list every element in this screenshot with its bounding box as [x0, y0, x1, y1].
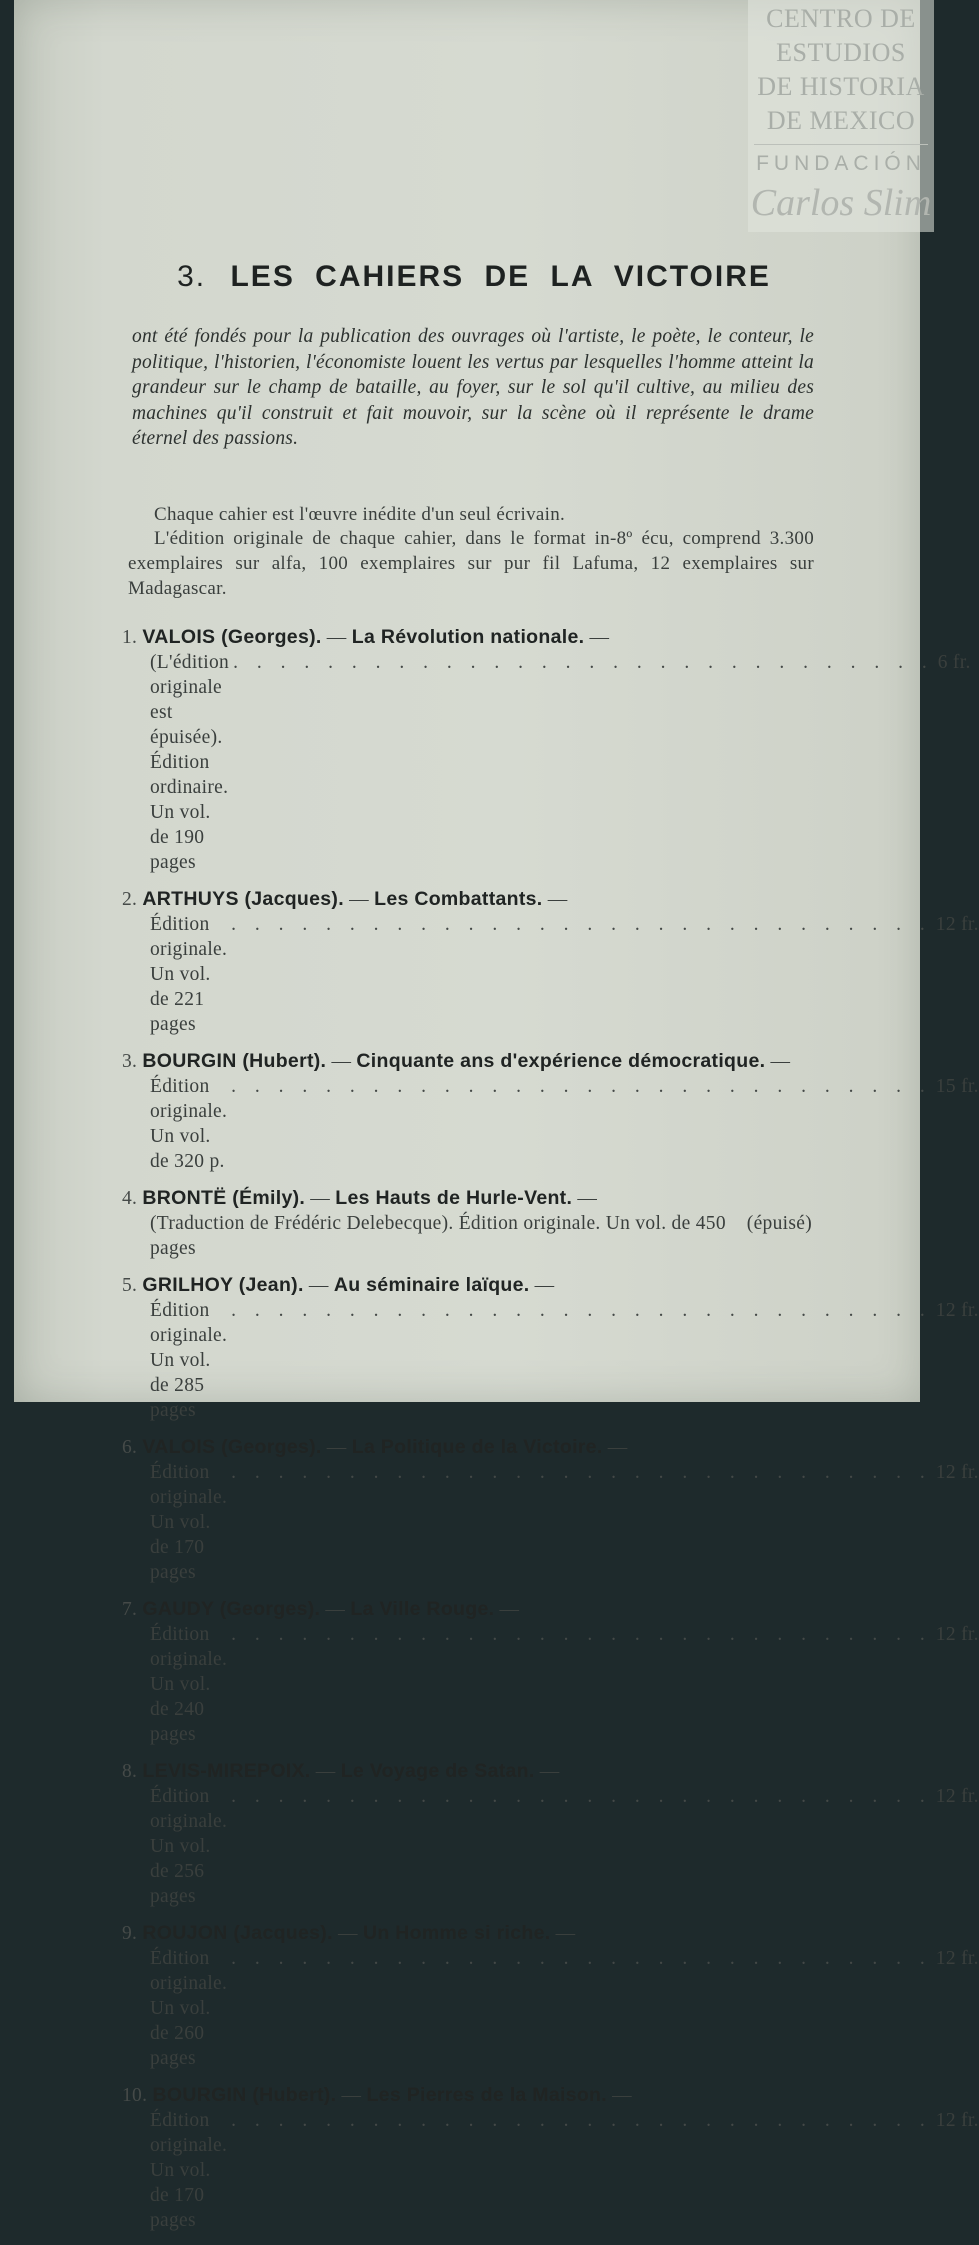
entry-pricing [150, 1298, 979, 1423]
watermark-line: CENTRO DE [766, 4, 916, 33]
entry-details: (L'édition originale est épuisée). Édition ordinaire. Un vol. de 190 pages [150, 652, 230, 873]
entry-details: Édition originale. Un vol. de 256 pages [150, 1786, 228, 1907]
leader-dots: . . . . . . . . . . . . . . . . . . . . . . . . . . . . . . [233, 652, 934, 673]
entry-author: ARTHUYS (Jacques). [142, 888, 344, 910]
entry-details: Édition originale. Un vol. de 221 pages [150, 914, 228, 1035]
entry-author: BOURGIN (Hubert). [142, 1050, 327, 1072]
entry-details: (Traduction de Frédéric Delebecque). Édition originale. Un vol. de 450 pages [150, 1213, 726, 1259]
entry-pricing [150, 912, 979, 1037]
watermark-signature: Carlos Slim [750, 182, 932, 224]
catalog-entry: 9. ROUJON (Jacques). — Un Homme si riche. — Édition originale. Un vol. de 260 pages . . . . . . . . . . . . . . . . . . . . . . . . . . . . . . 12 fr. [122, 1922, 979, 2069]
entry-details: Édition originale. Un vol. de 170 pages [150, 1462, 228, 1583]
entry-details: Édition originale. Un vol. de 240 pages [150, 1624, 228, 1745]
entry-pricing [150, 1211, 812, 1261]
page-title [144, 260, 804, 294]
watermark-line: ESTUDIOS [776, 38, 906, 67]
entry-author: VALOIS (Georges). [142, 626, 322, 648]
entry-title: Le Voyage de Satan. [340, 1760, 535, 1782]
entry-pricing [150, 1460, 979, 1585]
leader-dots: . . . . . . . . . . . . . . . . . . . . . . . . . . . . . . [231, 2110, 932, 2131]
entry-details: Édition originale. Un vol. de 170 pages [150, 2110, 228, 2231]
entry-number: 7. [122, 1599, 138, 1620]
entry-title: Un Homme si riche. [362, 1922, 551, 1944]
entry-author: LEVIS-MIREPOIX. [142, 1760, 311, 1782]
book-catalog [122, 625, 979, 2245]
intro-paragraph: ont été fondés pour la publication des ouvrages où l'artiste, le poète, le conteur, le politique, l'historien, l'économiste louent les vertus par lesquelles l'homme atteint la grandeur sur le champ de bataille, au foyer, sur le sol qu'il cultive, au milieu des machines qu'il construit et fait mouvoir, sur la scène où il représente le drame éternel des passions. [132, 326, 814, 449]
entry-number: 4. [122, 1188, 138, 1209]
entry-author: GRILHOY (Jean). [142, 1274, 304, 1296]
entry-number: 9. [122, 1923, 138, 1944]
entry-price: 12 fr. [935, 1462, 979, 1483]
entry-number: 1. [122, 627, 138, 648]
entry-number: 10. [122, 2085, 148, 2106]
entry-number: 8. [122, 1761, 138, 1782]
entry-price: (épuisé) [746, 1213, 812, 1234]
catalog-entry: 6. VALOIS (Georges). — La Politique de la Victoire. — Édition originale. Un vol. de 170 pages . . . . . . . . . . . . . . . . . . . . . . . . . . . . . . 12 fr. [122, 1436, 979, 1583]
catalog-entry: 4. BRONTË (Émily). — Les Hauts de Hurle-Vent. — (Traduction de Frédéric Delebecque). Édition originale. Un vol. de 450 pages (épuisé) [122, 1187, 812, 1259]
archive-watermark [748, 0, 934, 232]
leader-dots: . . . . . . . . . . . . . . . . . . . . . . . . . . . . . . [231, 1300, 932, 1321]
entry-price: 6 fr. [937, 652, 971, 673]
entry-pricing [150, 1784, 979, 1909]
entry-pricing [150, 650, 971, 875]
entry-details: Édition originale. Un vol. de 320 p. [150, 1076, 228, 1172]
entry-title: La Ville Rouge. [350, 1598, 495, 1620]
entry-title: Les Combattants. [374, 888, 543, 910]
entry-price: 15 fr. [935, 1076, 979, 1097]
entry-author: BOURGIN (Hubert). [152, 2084, 337, 2106]
entry-price: 12 fr. [935, 1948, 979, 1969]
watermark-divider [754, 144, 928, 145]
leader-dots: . . . . . . . . . . . . . . . . . . . . . . . . . . . . . . [231, 914, 932, 935]
catalog-entry: 7. GAUDY (Georges). — La Ville Rouge. — Édition originale. Un vol. de 240 pages . . . . . . . . . . . . . . . . . . . . . . . . . . . . . . 12 fr. [122, 1598, 979, 1745]
entry-pricing [150, 2108, 979, 2233]
leader-dots: . . . . . . . . . . . . . . . . . . . . . . . . . . . . . . [231, 1076, 932, 1097]
section-title: LES CAHIERS DE LA VICTOIRE [230, 260, 771, 294]
document-page [14, 0, 979, 2231]
entry-number: 5. [122, 1275, 138, 1296]
entry-price: 12 fr. [935, 2110, 979, 2131]
entry-author: VALOIS (Georges). [142, 1436, 322, 1458]
entry-number: 6. [122, 1437, 138, 1458]
entry-author: BRONTË (Émily). [142, 1187, 306, 1209]
entry-price: 12 fr. [935, 1300, 979, 1321]
entry-pricing [150, 1946, 979, 2071]
entry-title: Les Pierres de la Maison. [366, 2084, 607, 2106]
watermark-foundation: FUNDACIÓN [756, 152, 926, 175]
entry-title: La Politique de la Victoire. [351, 1436, 603, 1458]
entry-pricing [150, 1622, 979, 1747]
catalog-entry: 8. LEVIS-MIREPOIX. — Le Voyage de Satan. — Édition originale. Un vol. de 256 pages . . . . . . . . . . . . . . . . . . . . . . . . . . . . . . 12 fr. [122, 1760, 979, 1907]
entry-title: Au séminaire laïque. [333, 1274, 530, 1296]
entry-author: GAUDY (Georges). [142, 1598, 321, 1620]
entry-details: Édition originale. Un vol. de 260 pages [150, 1948, 228, 2069]
entry-price: 12 fr. [935, 914, 979, 935]
leader-dots: . . . . . . . . . . . . . . . . . . . . . . . . . . . . . . [231, 1948, 932, 1969]
catalog-entry: 1. VALOIS (Georges). — La Révolution nationale. — (L'édition originale est épuisée). Édition ordinaire. Un vol. de 190 pages . . . . . . . . . . . . . . . . . . . . . . . . . . . . . . 6 fr. [122, 626, 971, 873]
leader-dots: . . . . . . . . . . . . . . . . . . . . . . . . . . . . . . [231, 1786, 932, 1807]
catalog-entry: 2. ARTHUYS (Jacques). — Les Combattants. — Édition originale. Un vol. de 221 pages . . . . . . . . . . . . . . . . . . . . . . . . . . . . . . 12 fr. [122, 888, 979, 1035]
entry-price: 12 fr. [935, 1786, 979, 1807]
entry-price: 12 fr. [935, 1624, 979, 1645]
leader-dots: . . . . . . . . . . . . . . . . . . . . . . . . . . . . . . [231, 1462, 932, 1483]
watermark-line: DE MEXICO [766, 106, 916, 135]
entry-title: La Révolution nationale. [351, 626, 585, 648]
entry-pricing [150, 1074, 979, 1174]
catalog-entry: 10. BOURGIN (Hubert). — Les Pierres de la Maison. — Édition originale. Un vol. de 170 pages . . . . . . . . . . . . . . . . . . . . . . . . . . . . . . 12 fr. [122, 2084, 979, 2231]
watermark-line: DE HISTORIA [757, 72, 925, 101]
note-paragraph: Chaque cahier est l'œuvre inédite d'un seul écrivain. [154, 504, 566, 525]
entry-number: 2. [122, 889, 138, 910]
section-number: 3. [177, 260, 207, 294]
leader-dots: . . . . . . . . . . . . . . . . . . . . . . . . . . . . . . [231, 1624, 932, 1645]
entry-title: Les Hauts de Hurle-Vent. [335, 1187, 573, 1209]
catalog-entry: 5. GRILHOY (Jean). — Au séminaire laïque. — Édition originale. Un vol. de 285 pages . . . . . . . . . . . . . . . . . . . . . . . . . . . . . . 12 fr. [122, 1274, 979, 1421]
entry-number: 3. [122, 1051, 138, 1072]
catalog-entry: 3. BOURGIN (Hubert). — Cinquante ans d'expérience démocratique. — Édition originale. Un vol. de 320 p. . . . . . . . . . . . . . . . . . . . . . . . . . . . . . . 15 fr. [122, 1050, 979, 1172]
note-paragraph: L'édition originale de chaque cahier, dans le format in-8º écu, comprend 3.300 exemplaires sur alfa, 100 exemplaires sur pur fil Lafuma, 12 exemplaires sur Madagascar. [128, 528, 814, 599]
entry-author: ROUJON (Jacques). [142, 1922, 333, 1944]
entry-title: Cinquante ans d'expérience démocratique. [356, 1050, 766, 1072]
entry-details: Édition originale. Un vol. de 285 pages [150, 1300, 228, 1421]
